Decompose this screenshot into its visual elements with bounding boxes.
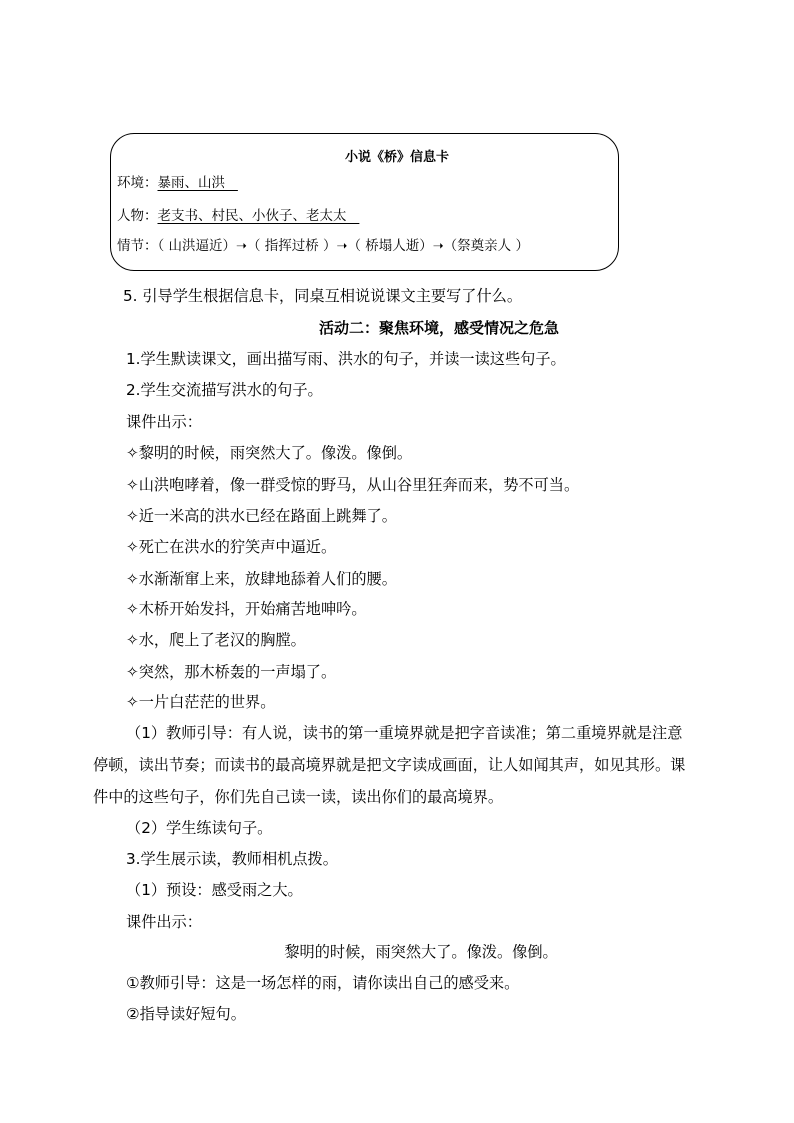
plot-step-2: （ 指挥过桥 ） <box>246 238 337 254</box>
environment-value: 暴雨、山洪 <box>157 175 225 191</box>
courseware-label: 课件出示： <box>126 413 202 431</box>
item-2: 2.学生交流描写洪水的句子。 <box>126 381 323 399</box>
courseware-label-2: 课件出示： <box>126 913 202 931</box>
card-environment-row <box>117 171 238 191</box>
plot-step-4: （祭奠亲人 ） <box>443 238 529 254</box>
card-plot-row <box>117 234 529 254</box>
environment-label: 环境： <box>117 175 158 191</box>
circled-1: ①教师引导：这是一场怎样的雨，请你读出自己的感受来。 <box>126 974 520 992</box>
sentence: ✧突然，那木桥轰的一声塌了。 <box>126 663 337 681</box>
teacher-guide-line: 件中的这些句子，你们先自己读一读，读出你们的最高境界。 <box>93 788 504 806</box>
people-value: 老支书、村民、小伙子、老太太 <box>157 208 347 224</box>
sentence: ✧水，爬上了老汉的胸膛。 <box>126 631 306 649</box>
sentence: ✧木桥开始发抖，开始痛苦地呻吟。 <box>126 600 367 618</box>
arrow-icon: ➝ <box>432 239 444 254</box>
quoted-sentence: 黎明的时候，雨突然大了。像泼。像倒。 <box>284 943 558 961</box>
arrow-icon: ➝ <box>336 239 348 254</box>
plot-step-3: （ 桥塌人逝） <box>347 238 433 254</box>
sentence: ✧近一米高的洪水已经在路面上跳舞了。 <box>126 507 397 525</box>
sentence: ✧山洪咆哮着，像一群受惊的野马，从山谷里狂奔而来，势不可当。 <box>126 476 580 494</box>
teacher-guide-line: （1）教师引导：有人说，读书的第一重境界就是把字音读准；第二重境界就是注意 <box>126 724 683 742</box>
sentence: ✧黎明的时候，雨突然大了。像泼。像倒。 <box>126 444 413 462</box>
plot-label: 情节： <box>117 238 158 254</box>
preset-line: （1）预设：感受雨之大。 <box>126 881 303 899</box>
people-label: 人物： <box>117 208 158 224</box>
activity-2-heading: 活动二：聚焦环境，感受情况之危急 <box>318 319 559 337</box>
sentence: ✧死亡在洪水的狞笑声中逼近。 <box>126 538 337 556</box>
circled-2: ②指导读好短句。 <box>126 1005 246 1023</box>
card-people-row <box>117 204 359 224</box>
practice-line: （2）学生练读句子。 <box>126 819 273 837</box>
info-card-title: 小说《桥》信息卡 <box>344 150 449 165</box>
arrow-icon: ➝ <box>236 239 247 254</box>
item-3: 3.学生展示读，教师相机点拨。 <box>126 850 338 868</box>
step-5: 5. 引导学生根据信息卡，同桌互相说说课文主要写了什么。 <box>123 287 523 305</box>
teacher-guide-line: 停顿，读出节奏；而读书的最高境界就是把文字读成画面，让人如闻其声，如见其形。课 <box>93 756 686 774</box>
sentence: ✧水渐渐窜上来，放肆地舔着人们的腰。 <box>126 570 397 588</box>
plot-step-1: （ 山洪逼近） <box>157 238 237 254</box>
item-1: 1.学生默读课文，画出描写雨、洪水的句子，并读一读这些句子。 <box>126 350 566 368</box>
sentence: ✧一片白茫茫的世界。 <box>126 693 276 711</box>
